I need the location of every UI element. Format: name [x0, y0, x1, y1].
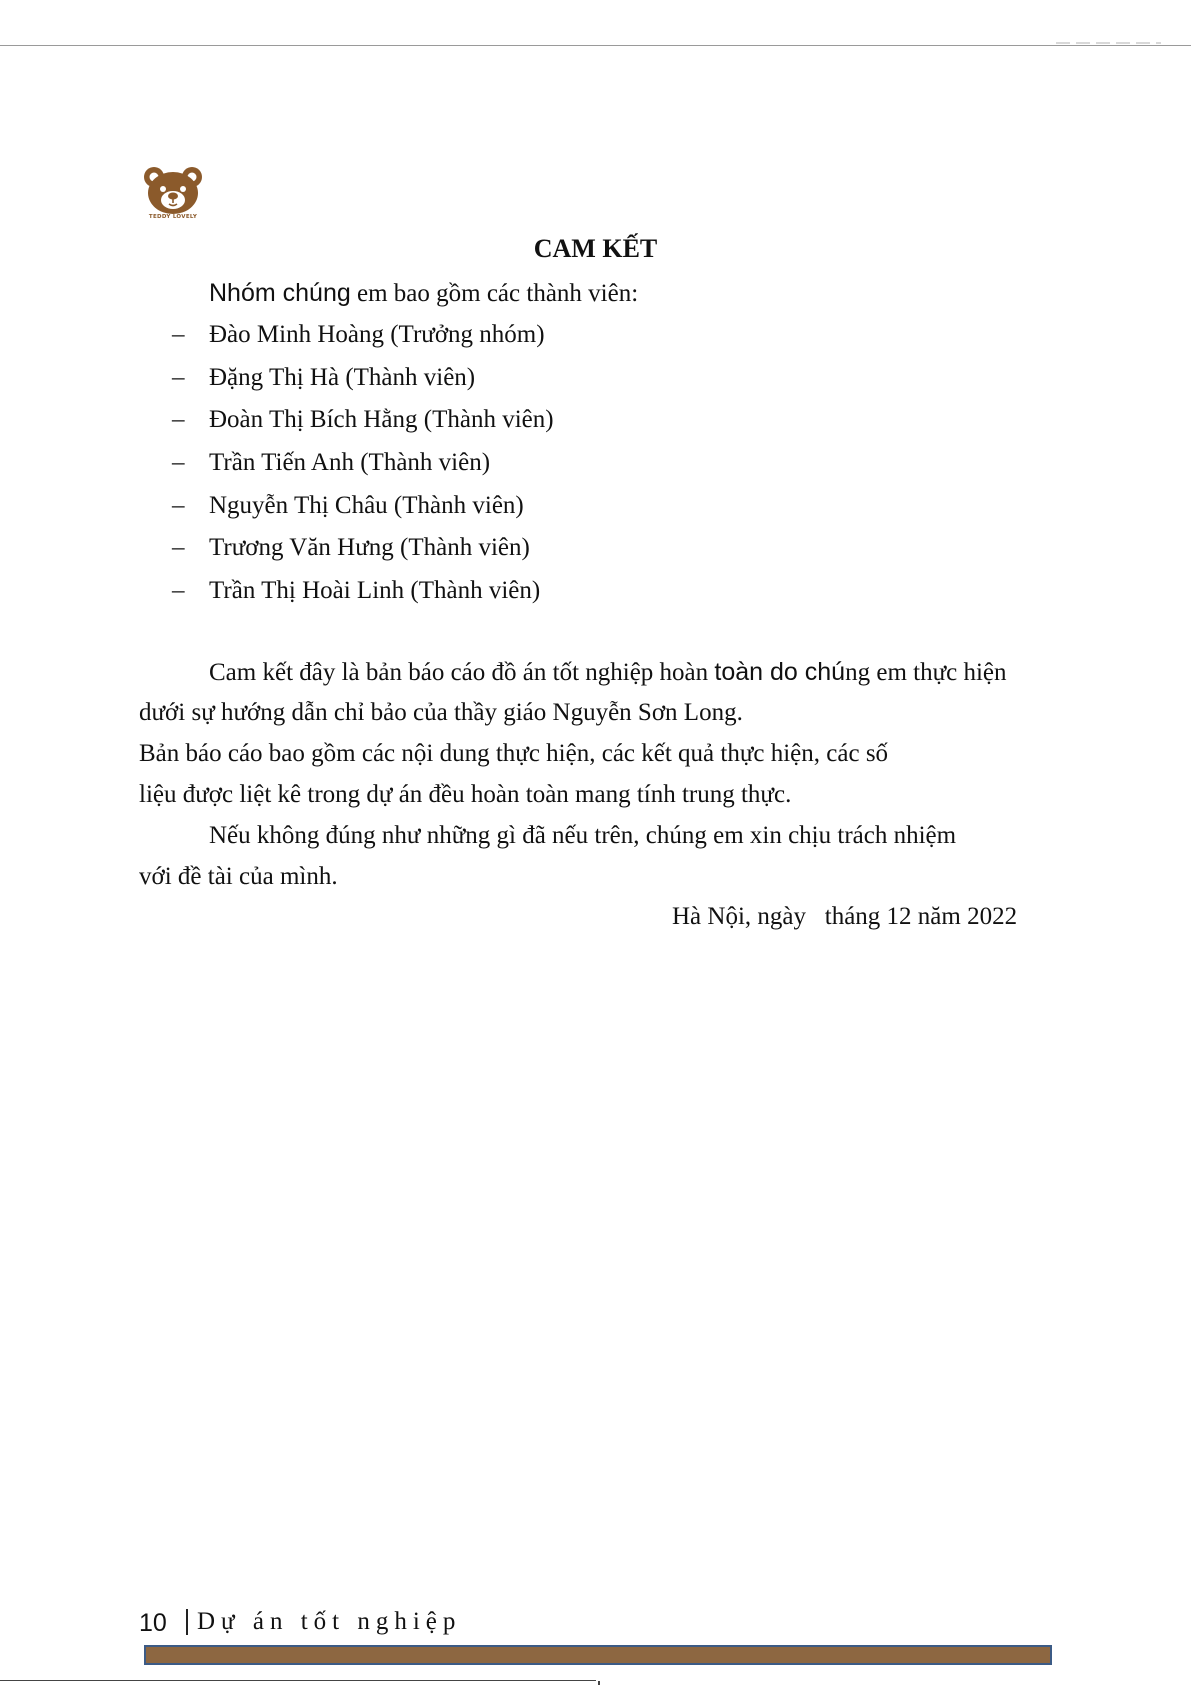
bottom-tick [598, 1681, 600, 1685]
member-item [172, 532, 530, 564]
member-item [172, 575, 540, 607]
paragraph1-line2: dưới sự hướng dẫn chỉ bảo của thầy giáo Nguyễn Sơn Long. [139, 699, 743, 726]
bottom-rule [0, 1680, 596, 1681]
paragraph2-line1: Bản báo cáo bao gồm các nội dung thực hiện, các kết quả thực hiện, các số [139, 740, 889, 767]
paragraph3-line1: Nếu không đúng như những gì đã nếu trên, chúng em xin chịu trách nhiệm [209, 822, 957, 849]
member-name: Đoàn Thị Bích Hằng (Thành viên) [209, 406, 554, 433]
page-number: 10 [139, 1609, 167, 1637]
paragraph-text: Cam kết đây là bản báo cáo đồ án tốt nghiệp hoàn [209, 659, 715, 686]
paragraph-sans-text: toàn do chú [714, 658, 846, 686]
paragraph3-line2: với đề tài của mình. [139, 863, 338, 890]
list-dash: – [172, 364, 185, 391]
list-dash: – [172, 321, 185, 348]
list-dash: – [172, 492, 185, 519]
intro-serif-text: em bao gồm các thành viên: [350, 280, 639, 307]
header-rule [0, 45, 1191, 46]
intro-line [209, 277, 638, 310]
list-dash: – [172, 577, 185, 604]
member-name: Đặng Thị Hà (Thành viên) [209, 364, 476, 391]
member-name: Trần Thị Hoài Linh (Thành viên) [209, 577, 541, 604]
teddy-bear-icon [141, 166, 205, 216]
paragraph1-line1 [209, 656, 1007, 689]
date-line: Hà Nội, ngày tháng 12 năm 2022 [672, 903, 1018, 930]
list-dash: – [172, 534, 185, 561]
member-item [172, 490, 524, 522]
header-ghost-text [1056, 42, 1161, 44]
footer-bar [144, 1645, 1052, 1665]
footer-separator [186, 1609, 188, 1635]
member-name: Trần Tiến Anh (Thành viên) [209, 449, 491, 476]
member-item [172, 404, 554, 436]
footer-label: Dự án tốt nghiệp [197, 1608, 462, 1635]
member-name: Nguyễn Thị Châu (Thành viên) [209, 492, 524, 519]
member-name: Trương Văn Hưng (Thành viên) [209, 534, 530, 561]
intro-sans-text: Nhóm chúng [209, 279, 351, 307]
logo-text: TEDDY LOVELY [148, 214, 198, 220]
paragraph-text: ng em thực hiện [845, 659, 1007, 686]
page-title-text: CAM KẾT [533, 234, 658, 263]
teddy-logo [141, 166, 205, 224]
paragraph2-line2: liệu được liệt kê trong dự án đều hoàn toàn mang tính trung thực. [139, 781, 792, 808]
list-dash: – [172, 449, 185, 476]
member-name: Đào Minh Hoàng (Trưởng nhóm) [209, 321, 545, 348]
list-dash: – [172, 406, 185, 433]
member-item [172, 319, 545, 351]
page-title [0, 234, 1191, 264]
member-item [172, 362, 475, 394]
member-item [172, 447, 490, 479]
